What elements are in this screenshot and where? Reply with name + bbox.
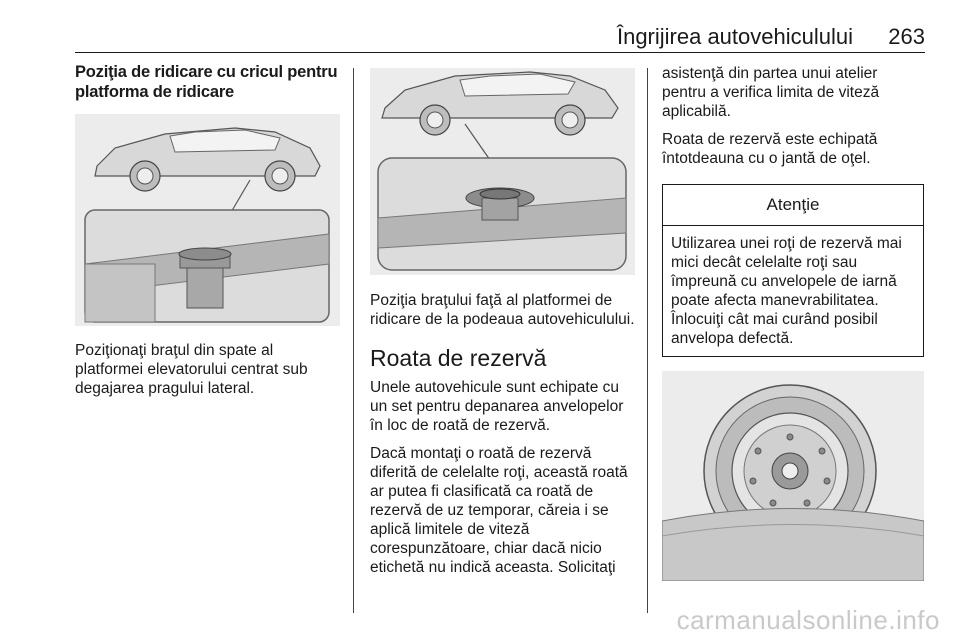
page-header — [75, 22, 925, 53]
rear-lift-caption: Poziţionaţi braţul din spate al platformei elevatorului centrat sub degajarea pragului lateral. — [75, 342, 308, 397]
attention-text: Utilizarea unei roţi de rezervă mai mici decât celelalte roţi sau împreună cu anvelopele de iarnă poate afecta manevrabilitatea. Înlocuiţi cât mai curând posibil anvelopa defectă. — [671, 235, 902, 347]
attention-box — [662, 184, 924, 357]
column-1 — [75, 62, 340, 407]
column-3 — [662, 64, 924, 581]
workshop-paragraph: asistenţă din partea unui atelier pentru a verifica limita de viteză aplicabilă. — [662, 65, 880, 120]
column-divider-2 — [647, 68, 648, 613]
front-lift-caption: Poziţia braţului faţă al platformei de ridicare de la podeaua autovehiculului. — [370, 292, 635, 328]
spare-wheel-illustration — [662, 371, 924, 581]
watermark: carmanualsonline.info — [676, 605, 940, 635]
spare-wheel-paragraph-2: Dacă montaţi o roată de rezervă diferită de celelalte roţi, această roată ar putea fi clasificată ca roată de rezervă de uz temporar, căreia i se aplică limitele de viteză corespunzătoare, chiar dacă nicio etichetă nu indică aceasta. Solicitaţi — [370, 445, 628, 576]
steel-rim-paragraph: Roata de rezervă este echipată întotdeauna cu o jantă de oţel. — [662, 131, 878, 167]
lift-position-heading: Poziţia de ridicare cu cricul pentru platforma de ridicare — [75, 63, 338, 101]
spare-wheel-section-title: Roata de rezervă — [370, 345, 547, 371]
column-2 — [370, 68, 635, 586]
spare-wheel-paragraph-1: Unele autovehicule sunt echipate cu un set pentru depanarea anvelopelor în loc de roată de rezervă. — [370, 379, 624, 434]
page-number: 263 — [888, 24, 925, 49]
attention-title: Atenţie — [663, 185, 923, 226]
rear-lift-arm-illustration — [75, 114, 340, 326]
front-lift-arm-illustration — [370, 68, 635, 275]
chapter-title: Îngrijirea autovehiculului — [616, 24, 853, 49]
column-divider-1 — [353, 68, 354, 613]
